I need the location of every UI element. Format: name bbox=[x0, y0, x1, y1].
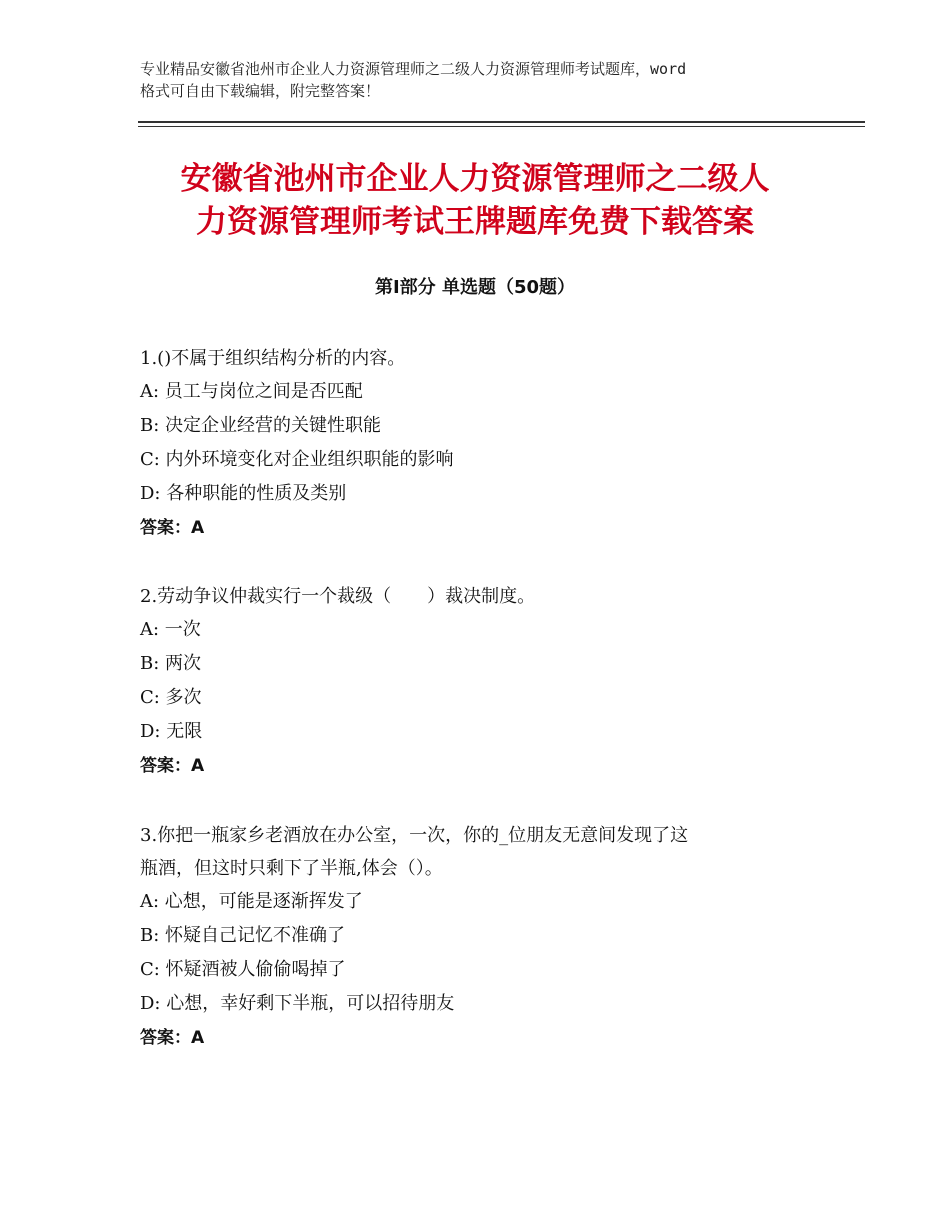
question-stem-line-1: 3.你把一瓶家乡老酒放在办公室，一次，你的_位朋友无意间发现了这 bbox=[140, 825, 689, 846]
answer: 答案：A bbox=[140, 1028, 205, 1048]
option-b: B: 决定企业经营的关键性职能 bbox=[140, 415, 382, 436]
option-d: D: 心想，幸好剩下半瓶，可以招待朋友 bbox=[140, 993, 455, 1014]
option-b: B: 怀疑自己记忆不准确了 bbox=[140, 925, 346, 946]
document-title bbox=[80, 158, 870, 244]
question-3 bbox=[140, 819, 820, 1055]
question-stem: 2.劳动争议仲裁实行一个裁级（ ）裁决制度。 bbox=[140, 586, 536, 607]
title-line-2: 力资源管理师考试王牌题库免费下载答案 bbox=[196, 204, 754, 240]
option-a: A: 心想，可能是逐渐挥发了 bbox=[140, 891, 363, 912]
header-note-line-1: 专业精品安徽省池州市企业人力资源管理师之二级人力资源管理师考试题库，word bbox=[140, 60, 687, 78]
question-2 bbox=[140, 580, 820, 783]
option-c: C: 内外环境变化对企业组织职能的影响 bbox=[140, 449, 454, 470]
question-stem-line-2: 瓶酒，但这时只剩下了半瓶,体会（）。 bbox=[140, 858, 443, 879]
header-note-line-2: 格式可自由下载编辑，附完整答案！ bbox=[140, 82, 381, 100]
option-c: C: 多次 bbox=[140, 687, 202, 708]
header-rule-thick bbox=[138, 121, 865, 123]
section-title: 第Ⅰ部分 单选题（50题） bbox=[374, 277, 575, 298]
header-rule-thin bbox=[138, 126, 865, 127]
title-line-1: 安徽省池州市企业人力资源管理师之二级人 bbox=[180, 161, 770, 197]
question-stem: 1.()不属于组织结构分析的内容。 bbox=[140, 348, 406, 369]
option-a: A: 一次 bbox=[140, 619, 201, 640]
option-a: A: 员工与岗位之间是否匹配 bbox=[140, 381, 363, 402]
answer: 答案：A bbox=[140, 518, 205, 538]
option-d: D: 各种职能的性质及类别 bbox=[140, 483, 347, 504]
option-d: D: 无限 bbox=[140, 721, 203, 742]
answer: 答案：A bbox=[140, 756, 205, 776]
header-note bbox=[140, 58, 840, 102]
option-b: B: 两次 bbox=[140, 653, 202, 674]
question-1 bbox=[140, 342, 820, 545]
option-c: C: 怀疑酒被人偷偷喝掉了 bbox=[140, 959, 346, 980]
